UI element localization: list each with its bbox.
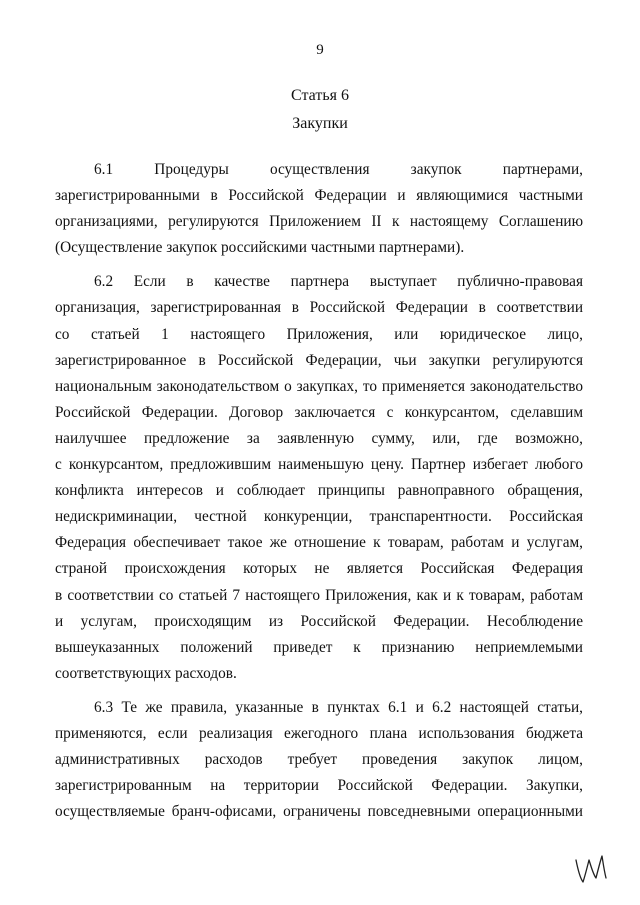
paragraph-line: конфликта интересов и соблюдает принципы равноправного обращения,: [55, 482, 583, 500]
paragraph-line: Российской Федерации. Договор заключается с конкурсантом, сделавшим: [55, 403, 583, 421]
paragraph-line: 6.2 Если в качестве партнера выступает публично-правовая: [94, 273, 583, 291]
page-number: 9: [316, 42, 324, 58]
paragraph-line: зарегистрированным на территории Российской Федерации. Закупки,: [55, 777, 583, 795]
paragraph-line: зарегистрированное в Российской Федерации, чьи закупки регулируются: [55, 351, 583, 369]
paragraph-line: административных расходов требует проведения закупок лицом,: [55, 751, 583, 769]
paragraph-line: страной происхождения которых не является Российская Федерация: [55, 560, 583, 578]
paragraph-line: зарегистрированными в Российской Федерации и являющимися частными: [55, 187, 583, 205]
paragraph-line: в соответствии со статьей 7 настоящего Приложения, как и к товарам, работам: [55, 586, 583, 604]
paragraph-line: Федерация обеспечивает такое же отношение к товарам, работам и услугам,: [55, 534, 583, 552]
paragraph-line: с конкурсантом, предложившим наименьшую цену. Партнер избегает любого: [55, 456, 583, 474]
paragraph-line: организациями, регулируются Приложением II к настоящему Соглашению: [55, 213, 583, 231]
paragraph-line: соответствующих расходов.: [55, 664, 237, 682]
paragraph-line: недискриминации, честной конкуренции, транспарентности. Российская: [55, 508, 583, 526]
article-title: Статья 6: [291, 87, 349, 104]
paragraph-line: (Осуществление закупок российскими частными партнерами).: [55, 239, 465, 257]
paragraph-line: 6.1 Процедуры осуществления закупок партнерами,: [94, 161, 583, 178]
paragraph-line: организация, зарегистрированная в Российской Федерации в соответствии: [55, 299, 583, 317]
paragraph-line: вышеуказанных положений приведет к признанию неприемлемыми: [55, 638, 583, 656]
handwritten-initials-signature: [572, 848, 612, 888]
article-subject: Закупки: [292, 115, 348, 132]
paragraph-line: со статьей 1 настоящего Приложения, или юридическое лицо,: [55, 325, 583, 343]
paragraph-line: наилучшее предложение за заявленную сумму, или, где возможно,: [55, 429, 583, 447]
article-body: [55, 157, 583, 825]
paragraph-line: национальным законодательством о закупках, то применяется законодательство: [55, 377, 583, 395]
paragraph-line: 6.3 Те же правила, указанные в пунктах 6.1 и 6.2 настоящей статьи,: [94, 698, 583, 716]
paragraph-line: и услугам, происходящим из Российской Федерации. Несоблюдение: [55, 612, 583, 630]
paragraph-line: осуществляемые бранч-офисами, ограничены повседневными операционными: [55, 803, 583, 821]
paragraph-line: применяются, если реализация ежегодного плана использования бюджета: [55, 724, 583, 742]
